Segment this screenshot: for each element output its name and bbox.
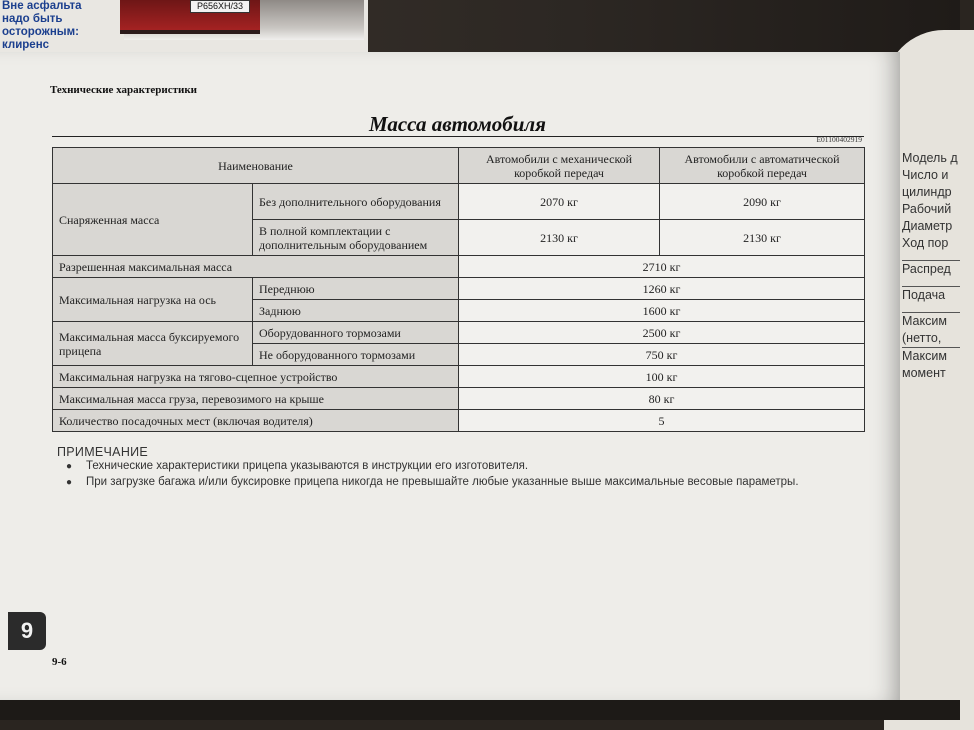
cell-value: 100 кг [459, 366, 865, 388]
header-name: Наименование [53, 148, 459, 184]
row-label-roof-load: Максимальная масса груза, перевозимого на крыше [53, 388, 459, 410]
row-sublabel: Без дополнительного оборудования [253, 184, 459, 220]
row-sublabel: Переднюю [253, 278, 459, 300]
bullet-icon: ● [66, 477, 73, 488]
cell-value: 750 кг [459, 344, 865, 366]
row-label-seats: Количество посадочных мест (включая водителя) [53, 410, 459, 432]
row-label-trailer: Максимальная масса буксируемого прицепа [53, 322, 253, 366]
magazine-caption-line: клиренс [2, 39, 50, 51]
chapter-tab: 9 [8, 612, 46, 650]
note-title: ПРИМЕЧАНИЕ [57, 445, 149, 459]
row-sublabel: Не оборудованного тормозами [253, 344, 459, 366]
row-sublabel: Оборудованного тормозами [253, 322, 459, 344]
header-automatic: Автомобили с автоматической коробкой передач [660, 148, 865, 184]
header-manual: Автомобили с механической коробкой передач [459, 148, 660, 184]
right-page-text [902, 150, 960, 382]
cell-value: 1260 кг [459, 278, 865, 300]
reference-code: E01100402919 [816, 135, 862, 144]
cell-value: 2130 кг [459, 220, 660, 256]
right-page-line: Модель д [902, 151, 958, 165]
right-page-line: Рабочий [902, 202, 952, 216]
right-page-line: Максим [902, 312, 960, 330]
row-sublabel: Заднюю [253, 300, 459, 322]
cell-value: 2070 кг [459, 184, 660, 220]
table-header-row [53, 148, 865, 184]
page-number: 9-6 [52, 656, 67, 668]
background-bottom [0, 700, 960, 720]
table-row [53, 388, 865, 410]
magazine-caption [0, 0, 102, 52]
table-row [53, 366, 865, 388]
magazine-scrap [0, 0, 368, 52]
right-page-line: (нетто, [902, 331, 942, 345]
row-label-axle-load: Максимальная нагрузка на ось [53, 278, 253, 322]
row-label-towbar: Максимальная нагрузка на тягово-сцепное устройство [53, 366, 459, 388]
cell-value: 2130 кг [660, 220, 865, 256]
right-page-line: Диаметр [902, 219, 953, 233]
note-item [66, 476, 799, 488]
right-page-line: Ход пор [902, 236, 949, 250]
manual-page [0, 52, 900, 700]
row-sublabel: В полной комплектации с дополнительным оборудованием [253, 220, 459, 256]
magazine-caption-line: Вне асфальта [2, 0, 82, 12]
cell-value: 80 кг [459, 388, 865, 410]
table-row [53, 410, 865, 432]
note-item [66, 460, 528, 472]
title-divider [52, 136, 864, 137]
license-plate: Р656ХН/33 [190, 0, 250, 13]
right-page-line: Распред [902, 260, 960, 278]
magazine-caption-line: надо быть [2, 13, 63, 25]
row-label-max-permitted: Разрешенная максимальная масса [53, 256, 459, 278]
page-title: Масса автомобиля [368, 112, 546, 136]
table-row [53, 184, 865, 220]
right-page-line: момент [902, 366, 946, 380]
note-text: При загрузке багажа и/или буксировке прицепа никогда не превышайте любые указанные выше максимальные весовые параметры. [86, 476, 799, 488]
cell-value: 5 [459, 410, 865, 432]
table-row [53, 278, 865, 300]
cell-value: 2710 кг [459, 256, 865, 278]
magazine-caption-line: осторожным: [2, 26, 79, 38]
note-text: Технические характеристики прицепа указываются в инструкции его изготовителя. [86, 460, 529, 472]
table-row [53, 256, 865, 278]
right-page-line: Подача [902, 286, 960, 304]
right-page-line: Число и [902, 168, 949, 182]
cell-value: 2090 кг [660, 184, 865, 220]
weight-spec-table [52, 147, 865, 432]
cell-value: 1600 кг [459, 300, 865, 322]
right-page-line: цилиндр [902, 185, 952, 199]
table-row [53, 322, 865, 344]
bullet-icon: ● [66, 461, 73, 472]
cell-value: 2500 кг [459, 322, 865, 344]
row-label-curb-weight: Снаряженная масса [53, 184, 253, 256]
right-page-line: Максим [902, 347, 960, 365]
section-header: Технические характеристики [50, 84, 198, 96]
